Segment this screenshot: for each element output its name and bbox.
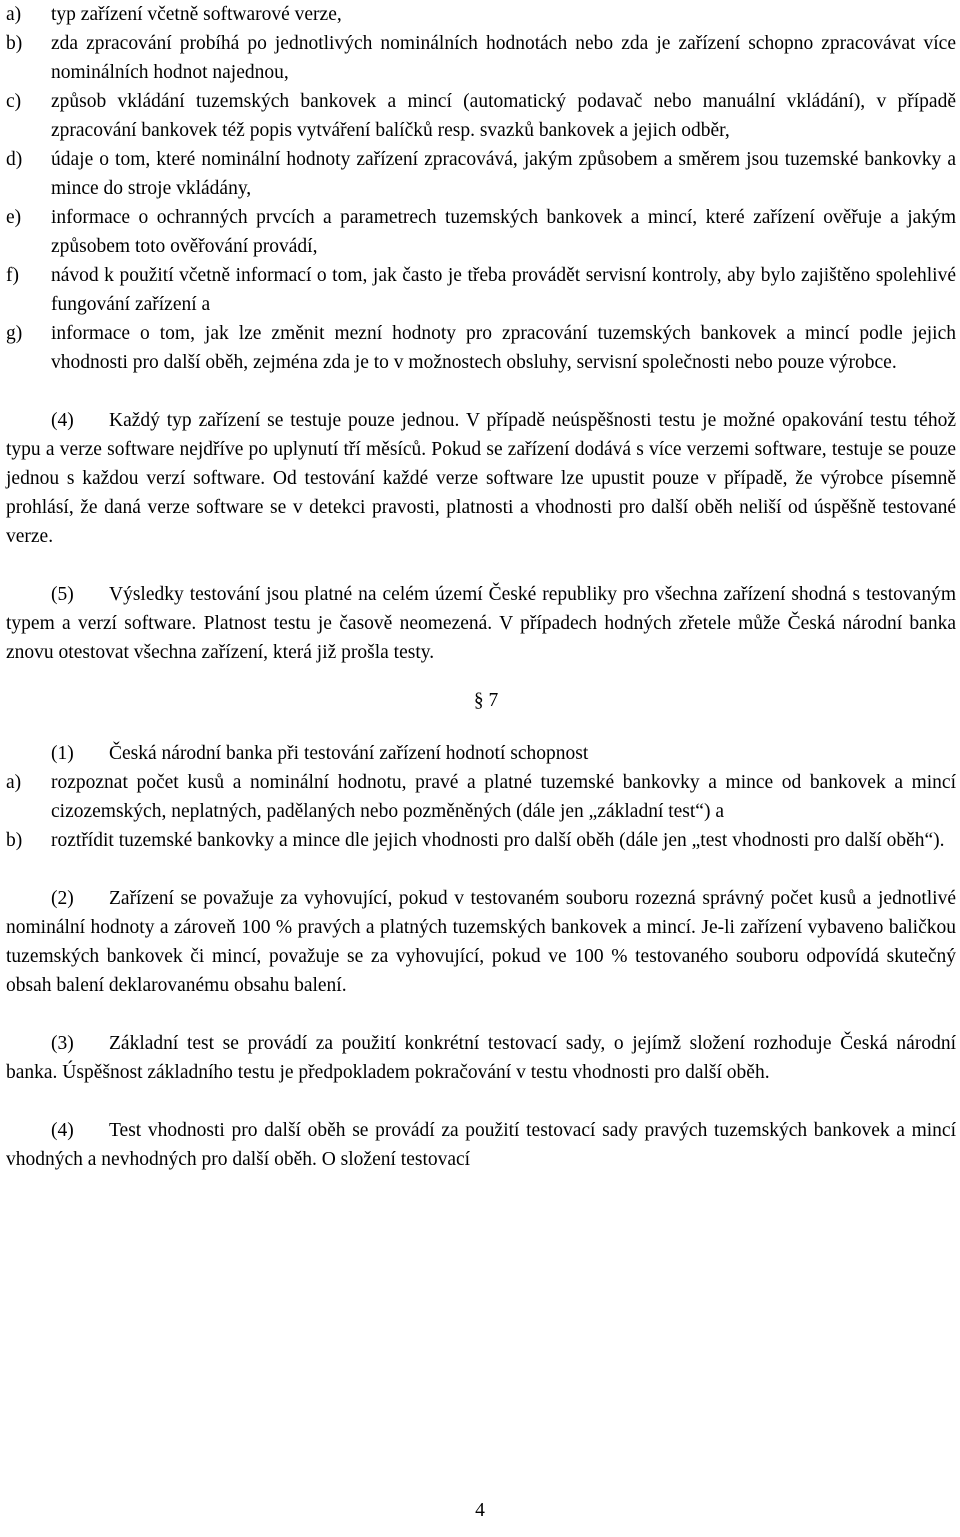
list-item	[6, 826, 956, 855]
item-text: způsob vkládání tuzemských bankovek a mincí (automatický podavač nebo manuální vkládání), v případě zpracování bankovek též popis vytváření balíčků resp. svazků bankovek a jejich odběr,	[51, 91, 956, 141]
item-marker: a)	[6, 772, 22, 793]
list-item	[6, 203, 956, 261]
paragraph-text: Každý typ zařízení se testuje pouze jednou. V případě neúspěšnosti testu je možné opakování testu téhož typu a verze software nejdříve po uplynutí tří měsíců. Pokud se zařízení dodává s více verzemi software, testuje se pouze jednou s každou verzí software. Od testování každé verze software lze upustit pouze v případě, že výrobce písemně prohlásí, že daná verze software se v detekci pravosti, platnosti a vhodnosti pro další oběh neliší od úspěšně testované verze.	[6, 410, 956, 547]
item-marker: g)	[6, 323, 23, 344]
item-text: údaje o tom, které nominální hodnoty zařízení zpracovává, jakým způsobem a směrem jsou tuzemské bankovky a mince do stroje vkládány,	[51, 149, 956, 199]
paragraph-4	[6, 406, 956, 551]
paragraph-text: Česká národní banka při testování zařízení hodnotí schopnost	[109, 743, 589, 764]
paragraph-5	[6, 580, 956, 667]
list-item	[6, 145, 956, 203]
list-item	[6, 319, 956, 377]
paragraph-text: Výsledky testování jsou platné na celém území České republiky pro všechna zařízení shodná s testovaným typem a verzí software. Platnost testu je časově neomezená. V případech hodných zřetele může Česká národní banka znovu otestovat všechna zařízení, která již prošla testy.	[6, 584, 956, 663]
list-item	[6, 29, 956, 87]
item-marker: b)	[6, 830, 23, 851]
paragraph-number: (2)	[51, 888, 74, 909]
item-text: informace o ochranných prvcích a parametrech tuzemských bankovek a mincí, které zařízení ověřuje a jakým způsobem toto ověřování provádí,	[51, 207, 956, 257]
paragraph-number: (3)	[51, 1033, 74, 1054]
list-item	[6, 768, 956, 826]
paragraph-number: (4)	[51, 1120, 74, 1141]
page-number: 4	[475, 1500, 485, 1521]
requirements-list	[6, 0, 956, 377]
item-marker: c)	[6, 91, 22, 112]
list-item	[6, 261, 956, 319]
paragraph-number: (1)	[51, 743, 74, 764]
paragraph-text: Základní test se provádí za použití konkrétní testovací sady, o jejímž složení rozhoduje Česká národní banka. Úspěšnost základního testu je předpokladem pokračování v testu vhodnosti pro další oběh.	[6, 1033, 956, 1083]
item-text: informace o tom, jak lze změnit mezní hodnoty pro zpracování tuzemských bankovek a mincí podle jejich vhodnosti pro další oběh, zejména zda je to v možnostech obsluhy, servisní společnosti nebo pouze výrobce.	[51, 323, 956, 373]
section-heading: § 7	[473, 690, 499, 711]
item-marker: b)	[6, 33, 23, 54]
list-item	[6, 87, 956, 145]
section-7-paragraph-1	[6, 739, 956, 768]
item-marker: a)	[6, 4, 22, 25]
paragraph-number: (4)	[51, 410, 74, 431]
item-text: zda zpracování probíhá po jednotlivých nominálních hodnotách nebo zda je zařízení schopno zpracovávat více nominálních hodnot najednou,	[51, 33, 956, 83]
item-marker: f)	[6, 265, 19, 286]
item-text: typ zařízení včetně softwarové verze,	[51, 4, 342, 25]
item-marker: d)	[6, 149, 23, 170]
abilities-list	[6, 768, 956, 855]
list-item	[6, 0, 956, 29]
item-text: roztřídit tuzemské bankovky a mince dle jejich vhodnosti pro další oběh (dále jen „test vhodnosti pro další oběh“).	[51, 830, 945, 851]
section-7-paragraph-2	[6, 884, 956, 1000]
item-text: rozpoznat počet kusů a nominální hodnotu, pravé a platné tuzemské bankovky a mince od bankovek a mincí cizozemských, neplatných, padělaných nebo pozměněných (dále jen „základní test“) a	[51, 772, 956, 822]
item-text: návod k použití včetně informací o tom, jak často je třeba provádět servisní kontroly, aby bylo zajištěno spolehlivé fungování zařízení a	[51, 265, 956, 315]
paragraph-text: Test vhodnosti pro další oběh se provádí za použití testovací sady pravých tuzemských bankovek a mincí vhodných a nevhodných pro další oběh. O složení testovací	[6, 1120, 956, 1170]
paragraph-number: (5)	[51, 584, 74, 605]
item-marker: e)	[6, 207, 22, 228]
document-page	[6, 0, 956, 1174]
paragraph-text: Zařízení se považuje za vyhovující, pokud v testovaném souboru rozezná správný počet kusů a jednotlivé nominální hodnoty a zároveň 100 % pravých a platných tuzemských bankovek a mincí. Je-li zařízení vybaveno baličkou tuzemských bankovek či mincí, považuje se za vyhovující, pokud ve 100 % testovaného souboru odpovídá skutečný obsah balení deklarovanému obsahu balení.	[6, 888, 956, 996]
section-7-paragraph-4	[6, 1116, 956, 1174]
section-7-paragraph-3	[6, 1029, 956, 1087]
